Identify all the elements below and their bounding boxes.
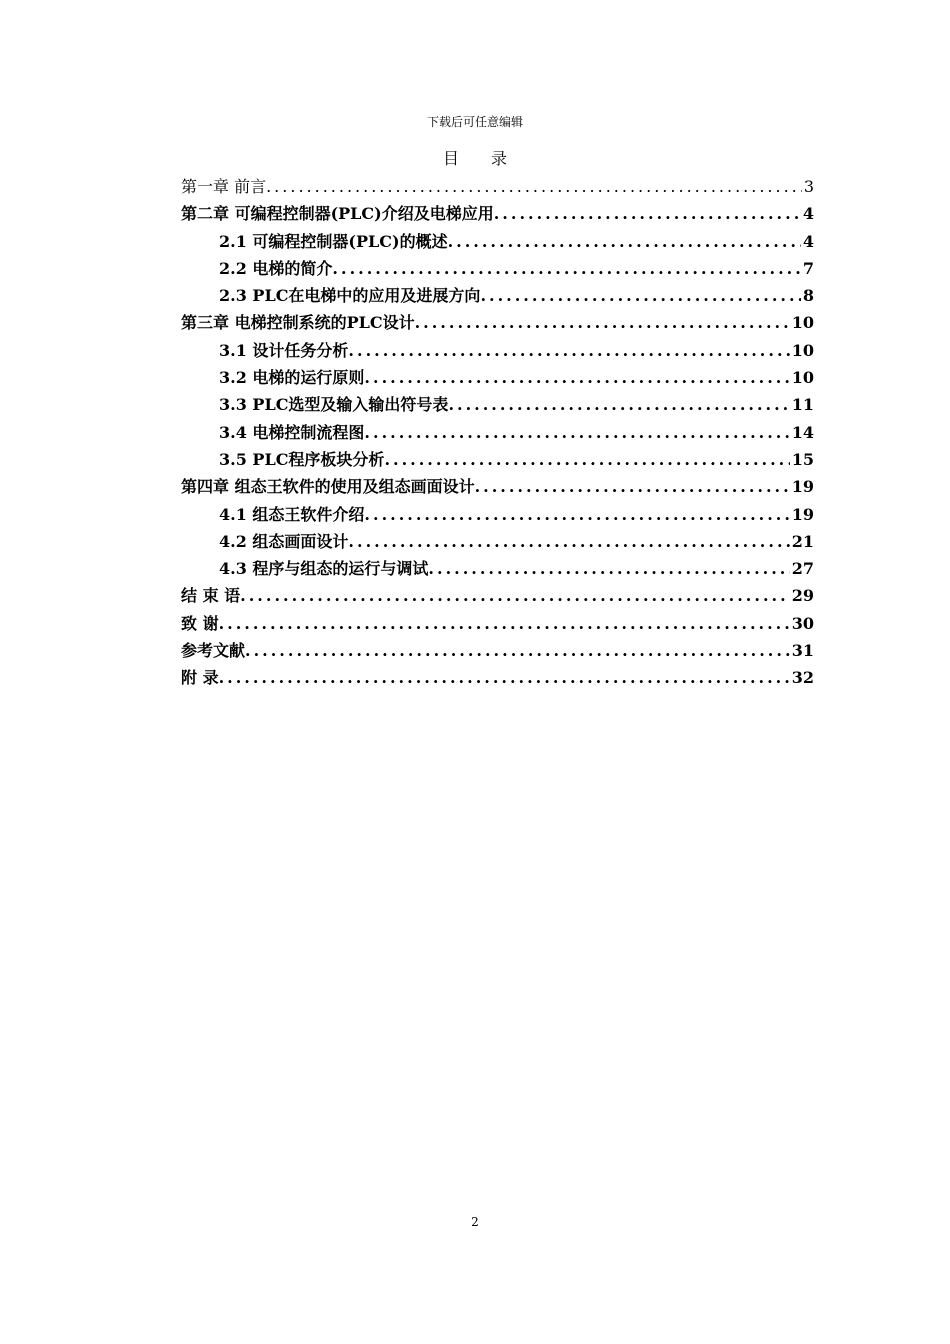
toc-entry[interactable] (181, 364, 814, 391)
toc-entry[interactable] (181, 664, 814, 691)
toc-entry-page: 29 (791, 586, 814, 606)
toc-entry[interactable] (181, 173, 814, 200)
toc-entry-label: 4.2 组态画面设计 (219, 531, 349, 551)
toc-leader-dots (494, 200, 801, 227)
toc-entry[interactable] (181, 337, 814, 364)
toc-title-right: 录 (491, 149, 508, 168)
toc-entry-label: 3.1 设计任务分析 (219, 340, 349, 360)
toc-entry-page: 11 (791, 395, 814, 415)
toc-entry-label: 2.3 PLC在电梯中的应用及进展方向 (219, 286, 481, 306)
toc-entry-page: 30 (791, 613, 814, 633)
toc-title-left: 目 (442, 149, 459, 168)
toc-entry-page: 14 (791, 422, 814, 442)
toc-entry-label: 3.4 电梯控制流程图 (219, 422, 365, 442)
toc-entry-page: 3 (803, 177, 814, 196)
toc-entry-label: 3.5 PLC程序板块分析 (219, 449, 385, 469)
toc-entry-label: 2.2 电梯的简介 (219, 258, 333, 278)
table-of-contents (181, 173, 814, 692)
toc-entry-page: 31 (791, 641, 814, 661)
toc-entry-label: 3.3 PLC选型及输入输出符号表 (219, 395, 449, 415)
toc-entry[interactable] (181, 610, 814, 637)
toc-entry[interactable] (181, 528, 814, 555)
toc-leader-dots (240, 582, 790, 609)
toc-entry-page: 10 (791, 340, 814, 360)
toc-leader-dots (448, 228, 801, 255)
toc-leader-dots (219, 664, 790, 691)
toc-leader-dots (364, 501, 789, 528)
toc-leader-dots (245, 637, 790, 664)
toc-entry-label: 结 束 语 (181, 586, 241, 606)
toc-entry-label: 2.1 可编程控制器(PLC)的概述 (219, 231, 448, 251)
toc-entry-label: 第二章 可编程控制器(PLC)介绍及电梯应用 (181, 204, 494, 224)
toc-entry[interactable] (181, 501, 814, 528)
toc-entry[interactable] (181, 555, 814, 582)
toc-leader-dots (266, 173, 802, 200)
toc-entry[interactable] (181, 309, 814, 336)
toc-entry[interactable] (181, 228, 814, 255)
toc-leader-dots (480, 282, 800, 309)
toc-entry[interactable] (181, 282, 814, 309)
toc-entry-page: 19 (791, 504, 814, 524)
toc-entry-page: 7 (802, 258, 814, 278)
toc-entry-label: 第四章 组态王软件的使用及组态画面设计 (181, 477, 475, 497)
toc-entry-page: 27 (791, 559, 814, 579)
toc-entry-label: 3.2 电梯的运行原则 (219, 368, 365, 388)
toc-entry[interactable] (181, 200, 814, 227)
toc-leader-dots (384, 446, 789, 473)
toc-entry-label: 第一章 前言 (181, 177, 267, 196)
toc-entry-page: 21 (791, 531, 814, 551)
toc-title (0, 146, 950, 169)
toc-leader-dots (219, 610, 790, 637)
toc-entry-page: 19 (791, 477, 814, 497)
page-number: 2 (471, 1215, 479, 1229)
toc-entry-label: 参考文献 (181, 641, 246, 661)
toc-entry-label: 第三章 电梯控制系统的PLC设计 (181, 313, 415, 333)
page-header-note: 下载后可任意编辑 (426, 115, 523, 129)
toc-leader-dots (364, 419, 789, 446)
toc-entry[interactable] (181, 637, 814, 664)
toc-entry-page: 10 (791, 368, 814, 388)
toc-entry-page: 4 (802, 231, 814, 251)
toc-leader-dots (415, 309, 790, 336)
toc-entry-label: 4.1 组态王软件介绍 (219, 504, 365, 524)
toc-leader-dots (348, 528, 789, 555)
toc-entry-page: 10 (791, 313, 814, 333)
toc-entry-page: 32 (791, 668, 814, 688)
toc-entry[interactable] (181, 446, 814, 473)
toc-entry-label: 4.3 程序与组态的运行与调试 (219, 559, 429, 579)
toc-leader-dots (428, 555, 789, 582)
toc-entry[interactable] (181, 582, 814, 609)
toc-leader-dots (475, 473, 790, 500)
toc-entry[interactable] (181, 473, 814, 500)
toc-entry-label: 致 谢 (181, 613, 219, 633)
toc-entry-page: 15 (791, 449, 814, 469)
toc-leader-dots (332, 255, 800, 282)
toc-entry-page: 4 (802, 204, 814, 224)
toc-entry[interactable] (181, 255, 814, 282)
toc-entry-label: 附 录 (181, 668, 219, 688)
toc-leader-dots (364, 364, 789, 391)
toc-leader-dots (348, 337, 789, 364)
toc-entry-page: 8 (802, 286, 814, 306)
toc-entry[interactable] (181, 391, 814, 418)
toc-leader-dots (448, 391, 789, 418)
toc-entry[interactable] (181, 419, 814, 446)
